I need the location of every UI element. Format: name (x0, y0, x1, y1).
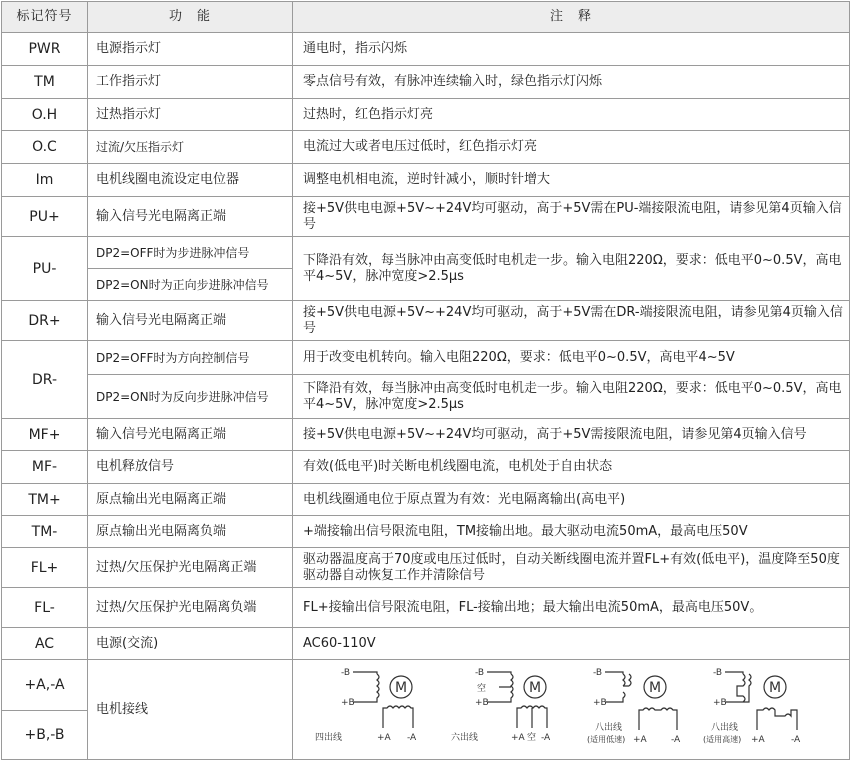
row-note: 驱动器温度高于70度或电压过低时，自动关断线圈电流并置FL+有效(低电平)，温度降至50度驱动器自动恢复工作并清除信号 (293, 548, 850, 588)
row-note: 电流过大或者电压过低时，红色指示灯亮 (293, 131, 850, 164)
table-row (2, 341, 850, 375)
table-row (2, 419, 850, 451)
row-sub-function: DP2=ON时为反向步进脉冲信号 (88, 375, 293, 419)
wiring-symbol-a: +A,-A (2, 660, 88, 711)
diagram-caption-note: (适用高速) (703, 735, 742, 744)
label-minus-b: -B (341, 668, 351, 678)
row-function: 过热/欠压保护光电隔离负端 (88, 588, 293, 628)
diagram-caption-note: (适用低速) (587, 735, 626, 744)
label-spare: 空 (477, 684, 487, 694)
row-note: 接+5V供电电源+5V~+24V均可驱动，高于+5V需在PU-端接限流电阻，请参见第4页输入信号 (293, 197, 850, 237)
table-row (2, 301, 850, 341)
table-row (2, 375, 850, 419)
header-symbol: 标记符号 (2, 2, 88, 33)
coil-a (517, 706, 547, 728)
row-symbol: FL- (2, 588, 88, 628)
label-plus-a: +A (633, 735, 647, 745)
coil-a (383, 706, 413, 728)
label-plus-b: +B (475, 698, 489, 708)
motor-label: M (394, 680, 408, 696)
row-function: 电机线圈电流设定电位器 (88, 164, 293, 197)
row-function: 电机释放信号 (88, 451, 293, 484)
motor-label: M (768, 680, 782, 696)
table-row (2, 66, 850, 99)
label-plus-b: +B (593, 698, 607, 708)
row-function: 过热指示灯 (88, 99, 293, 131)
row-symbol: TM+ (2, 484, 88, 516)
row-symbol: DR+ (2, 301, 88, 341)
label-minus-a: -A (791, 735, 801, 745)
label-spare: 空 (527, 733, 537, 743)
motor-label: M (648, 680, 662, 696)
label-minus-b: -B (593, 668, 603, 678)
diagram-caption: 四出线 (315, 733, 343, 743)
table-header-row (2, 2, 850, 33)
row-symbol: PU+ (2, 197, 88, 237)
label-plus-a: +A (377, 733, 391, 743)
row-symbol: MF- (2, 451, 88, 484)
wiring-symbol-b: +B,-B (2, 711, 88, 760)
table-row (2, 99, 850, 131)
diagram-caption: 八出线 (711, 723, 739, 733)
row-note: 零点信号有效，有脉冲连续输入时，绿色指示灯闪烁 (293, 66, 850, 99)
row-function: 输入信号光电隔离正端 (88, 197, 293, 237)
row-symbol: TM- (2, 516, 88, 548)
row-sub-function: DP2=ON时为正向步进脉冲信号 (88, 269, 293, 301)
table-row (2, 131, 850, 164)
row-function: 输入信号光电隔离正端 (88, 419, 293, 451)
row-function: 过热/欠压保护光电隔离正端 (88, 548, 293, 588)
interface-table (1, 1, 850, 760)
row-symbol: O.H (2, 99, 88, 131)
row-symbol: FL+ (2, 548, 88, 588)
row-note: 接+5V供电电源+5V~+24V均可驱动，高于+5V需接限流电阻，请参见第4页输入信号 (293, 419, 850, 451)
label-plus-a: +A (751, 735, 765, 745)
label-minus-b: -B (475, 668, 485, 678)
row-note: 过热时，红色指示灯亮 (293, 99, 850, 131)
row-sub-note: 用于改变电机转向。输入电阻220Ω，要求：低电平0~0.5V，高电平4~5V (293, 341, 850, 375)
table-row (2, 484, 850, 516)
row-note: 下降沿有效，每当脉冲由高变低时电机走一步。输入电阻220Ω，要求：低电平0~0.5V，高电平4~5V，脉冲宽度>2.5μs (293, 237, 850, 301)
table-row (2, 197, 850, 237)
table-row (2, 548, 850, 588)
header-note: 注 释 (293, 2, 850, 33)
label-minus-a: -A (407, 733, 417, 743)
row-function: 电源指示灯 (88, 33, 293, 66)
label-minus-a: -A (671, 735, 681, 745)
table-row-wiring (2, 660, 850, 711)
row-note: 电机线圈通电位于原点置为有效：光电隔离输出(高电平) (293, 484, 850, 516)
row-symbol: DR- (2, 341, 88, 419)
label-minus-b: -B (713, 668, 723, 678)
row-symbol: TM (2, 66, 88, 99)
coil-b (725, 672, 751, 702)
row-note: 调整电机相电流，逆时针减小，顺时针增大 (293, 164, 850, 197)
row-function: 工作指示灯 (88, 66, 293, 99)
row-function: 输入信号光电隔离正端 (88, 301, 293, 341)
table-row (2, 33, 850, 66)
header-function: 功 能 (88, 2, 293, 33)
wiring-diagram-eight-wire-low (605, 672, 677, 730)
motor-label: M (528, 680, 542, 696)
row-function: 过流/欠压指示灯 (88, 131, 293, 164)
row-note: 接+5V供电电源+5V~+24V均可驱动，高于+5V需在DR-端接限流电阻，请参见第4页输入信号 (293, 301, 850, 341)
row-symbol: PU- (2, 237, 88, 301)
label-plus-b: +B (713, 698, 727, 708)
table-row (2, 451, 850, 484)
coil-a (639, 708, 677, 730)
wiring-diagrams (293, 660, 850, 754)
row-note: 通电时，指示闪烁 (293, 33, 850, 66)
coil-a (757, 708, 797, 730)
wiring-function: 电机接线 (88, 660, 293, 760)
row-symbol: AC (2, 628, 88, 660)
coil-b (605, 672, 631, 702)
row-note: 有效(低电平)时关断电机线圈电流，电机处于自由状态 (293, 451, 850, 484)
table-row (2, 588, 850, 628)
diagram-caption: 八出线 (595, 723, 623, 733)
row-symbol: O.C (2, 131, 88, 164)
table-row (2, 516, 850, 548)
row-note: AC60-110V (293, 628, 850, 660)
row-symbol: MF+ (2, 419, 88, 451)
diagram-caption: 六出线 (451, 733, 479, 743)
coil-b (353, 672, 379, 702)
row-symbol: PWR (2, 33, 88, 66)
row-function: 原点输出光电隔离负端 (88, 516, 293, 548)
label-minus-a: -A (541, 733, 551, 743)
label-plus-a: +A (511, 733, 525, 743)
wiring-diagram-eight-wire-high (725, 672, 797, 730)
row-note: +端接输出信号限流电阻，TM接输出地。最大驱动电流50mA，最高电压50V (293, 516, 850, 548)
table-row (2, 628, 850, 660)
row-function: 原点输出光电隔离正端 (88, 484, 293, 516)
wiring-diagrams-cell (293, 660, 850, 760)
row-sub-function: DP2=OFF时为步进脉冲信号 (88, 237, 293, 269)
coil-b (487, 672, 513, 702)
row-sub-function: DP2=OFF时为方向控制信号 (88, 341, 293, 375)
row-function: 电源(交流) (88, 628, 293, 660)
row-note: FL+接输出信号限流电阻，FL-接输出地；最大输出电流50mA，最高电压50V。 (293, 588, 850, 628)
table-row (2, 164, 850, 197)
table-row (2, 237, 850, 269)
row-sub-note: 下降沿有效，每当脉冲由高变低时电机走一步。输入电阻220Ω，要求：低电平0~0.5V，高电平4~5V，脉冲宽度>2.5μs (293, 375, 850, 419)
label-plus-b: +B (341, 698, 355, 708)
row-symbol: Im (2, 164, 88, 197)
